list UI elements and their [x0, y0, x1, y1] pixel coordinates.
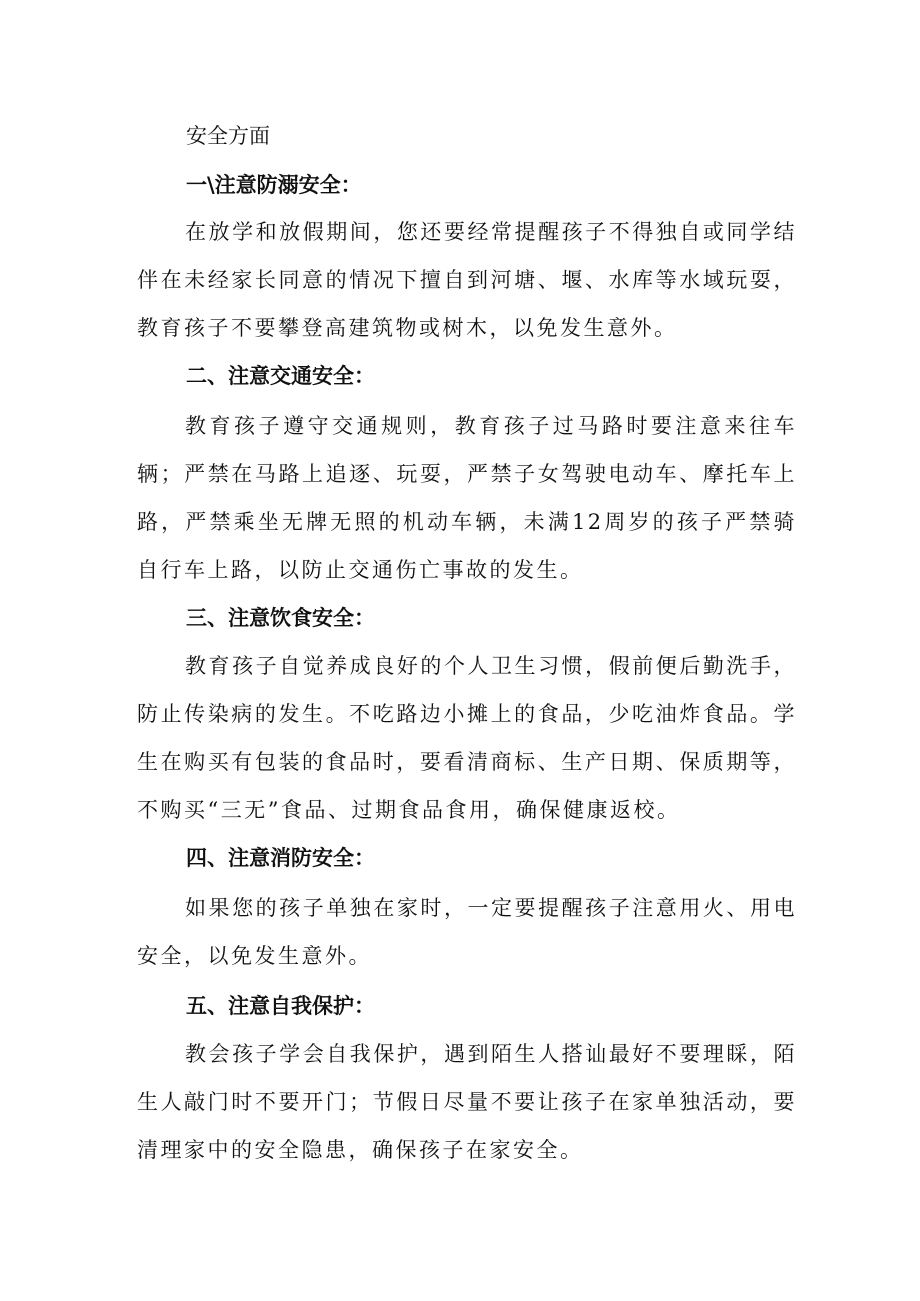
section-body-fire: 如果您的孩子单独在家时，一定要提醒孩子注意用火、用电安全，以免发生意外。: [137, 896, 797, 968]
section-heading-self-protection: 五、注意自我保护：: [186, 994, 375, 1018]
section-body-self-protection: 教会孩子学会自我保护，遇到陌生人搭讪最好不要理睬，陌生人敲门时不要开门；节假日尽量不要让孩子在家单独活动，要清理家中的安全隐患，确保孩子在家安全。: [137, 1042, 797, 1162]
document-title: 安全方面: [186, 124, 270, 148]
section-body-food: 教育孩子自觉养成良好的个人卫生习惯，假前便后勤洗手，防止传染病的发生。不吃路边小摊上的食品，少吃油炸食品。学生在购买有包装的食品时，要看清商标、生产日期、保质期等，不购买“三无”食品、过期食品食用，确保健康返校。: [137, 654, 797, 822]
section-heading-food: 三、注意饮食安全：: [186, 606, 375, 630]
section-body-drowning: 在放学和放假期间，您还要经常提醒孩子不得独自或同学结伴在未经家长同意的情况下擅自到河塘、堰、水库等水域玩耍，教育孩子不要攀登高建筑物或树木，以免发生意外。: [137, 220, 797, 340]
section-heading-traffic: 二、注意交通安全：: [186, 364, 375, 388]
section-heading-drowning: 一\注意防溺安全：: [186, 173, 362, 197]
section-body-traffic: 教育孩子遵守交通规则，教育孩子过马路时要注意来往车辆；严禁在马路上追逐、玩耍，严禁子女驾驶电动车、摩托车上路，严禁乘坐无牌无照的机动车辆，未满12周岁的孩子严禁骑自行车上路，以防止交通伤亡事故的发生。: [137, 414, 797, 582]
section-heading-fire: 四、注意消防安全：: [186, 846, 375, 870]
